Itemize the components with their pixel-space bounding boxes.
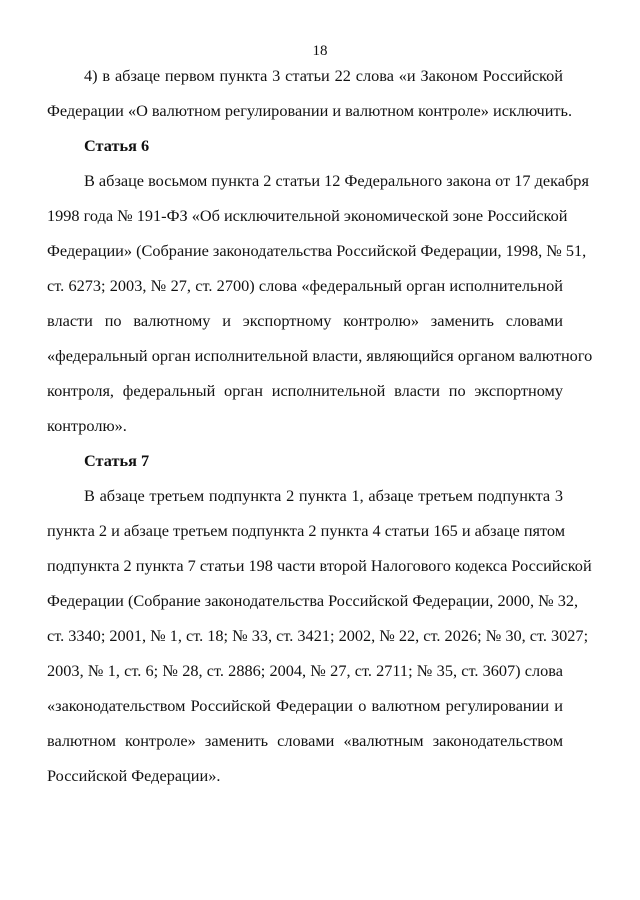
paragraph-line: 4) в абзаце первом пункта 3 статьи 22 слова «и Законом Российской	[84, 66, 563, 85]
article-6-line: «федеральный орган исполнительной власти, являющийся органом валютного	[47, 346, 593, 365]
article-7-line: ст. 3340; 2001, № 1, ст. 18; № 33, ст. 3421; 2002, № 22, ст. 2026; № 30, ст. 3027;	[47, 626, 589, 645]
article-6-line: Федерации» (Собрание законодательства Российской Федерации, 1998, № 51,	[47, 241, 587, 260]
article-7-line: «законодательством Российской Федерации о валютном регулировании и	[47, 696, 563, 715]
article-6-line: ст. 6273; 2003, № 27, ст. 2700) слова «федеральный орган исполнительной	[47, 276, 563, 295]
article-6-line: власти по валютному и экспортному контролю» заменить словами	[47, 311, 563, 330]
paragraph-line: Федерации «О валютном регулировании и валютном контроле» исключить.	[47, 101, 573, 120]
article-7-line: подпункта 2 пункта 7 статьи 198 части второй Налогового кодекса Российской	[47, 556, 592, 575]
article-7-line: Федерации (Собрание законодательства Российской Федерации, 2000, № 32,	[47, 591, 579, 610]
article-6-line: В абзаце восьмом пункта 2 статьи 12 Федерального закона от 17 декабря	[84, 171, 589, 190]
article-7-line: валютном контроле» заменить словами «валютным законодательством	[47, 731, 563, 750]
article-7-heading: Статья 7	[84, 451, 150, 470]
article-7-line: В абзаце третьем подпункта 2 пункта 1, абзаце третьем подпункта 3	[84, 486, 563, 505]
article-7-line: 2003, № 1, ст. 6; № 28, ст. 2886; 2004, № 27, ст. 2711; № 35, ст. 3607) слова	[47, 661, 563, 680]
article-6-heading: Статья 6	[84, 136, 150, 155]
article-7-line: пункта 2 и абзаце третьем подпункта 2 пункта 4 статьи 165 и абзаце пятом	[47, 521, 566, 540]
article-6-line: 1998 года № 191-ФЗ «Об исключительной экономической зоне Российской	[47, 206, 568, 225]
article-7-line: Российской Федерации».	[47, 766, 221, 785]
article-6-line: контролю».	[47, 416, 127, 435]
page-number: 18	[312, 43, 328, 59]
article-6-line: контроля, федеральный орган исполнительной власти по экспортному	[47, 381, 563, 400]
